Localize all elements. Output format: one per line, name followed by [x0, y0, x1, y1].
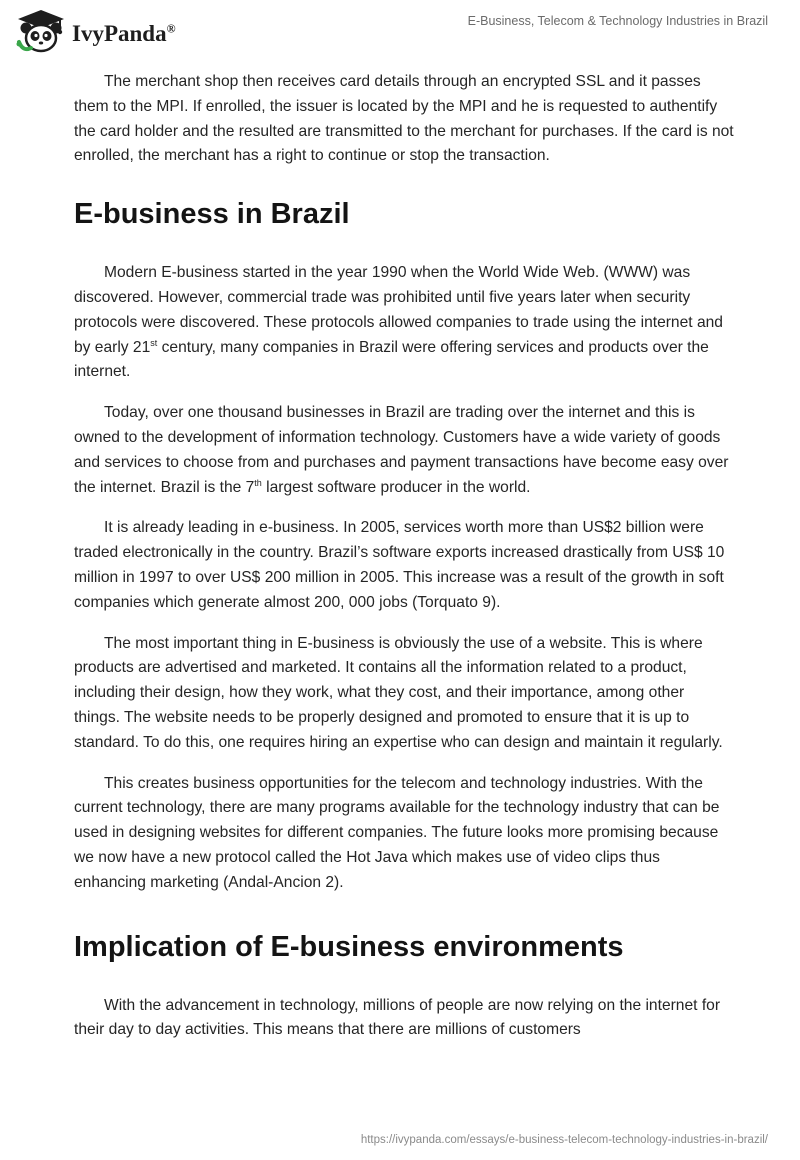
document-title: E-Business, Telecom & Technology Industries in Brazil — [467, 14, 768, 28]
paragraph: With the advancement in technology, millions of people are now relying on the internet for their day to day activities. This means that there are millions of customers — [74, 996, 721, 1039]
panda-graduate-icon — [14, 8, 68, 56]
essay-body — [74, 70, 734, 1059]
paragraph: Modern E-business started in the year 1990 when the World Wide Web. (WWW) was discovered. However, commercial trade was prohibited until five years later when security protocols were discovered. These protocols allowed companies to trade using the internet and by early 21st century, many companies in Brazil were offering services and products over the internet. — [74, 264, 723, 381]
ivypanda-logo[interactable] — [14, 8, 176, 56]
section-heading-implication: Implication of E-business environments — [74, 930, 624, 963]
paragraph: This creates business opportunities for the telecom and technology industries. With the current technology, there are many programs available for the technology industry that can be used in designing websites for different companies. The future looks more promising because we now have a new protocol called the Hot Java which makes use of video clips thus enhancing marketing (Andal-Ancion 2). — [74, 774, 720, 891]
brand-name: IvyPanda® — [72, 21, 176, 46]
source-url[interactable]: https://ivypanda.com/essays/e-business-telecom-technology-industries-in-brazil/ — [360, 1134, 768, 1146]
page-header — [0, 0, 800, 64]
paragraph: The most important thing in E-business is obviously the use of a website. This is where products are advertised and marketed. It contains all the information related to a product, including their design, how they work, what they cost, and their importance, among other things. The website needs to be properly designed and promoted to ensure that it is up to standard. To do this, one requires hiring an expertise who can design and maintain it regularly. — [74, 634, 723, 751]
section-heading-ebusiness-brazil: E-business in Brazil — [74, 198, 350, 231]
paragraph: The merchant shop then receives card details through an encrypted SSL and it passes them to the MPI. If enrolled, the issuer is located by the MPI and he is requested to authentify the card holder and the resulted are transmitted to the merchant for purchases. If the card is not enrolled, the merchant has a right to continue or stop the transaction. — [74, 73, 734, 165]
paragraph: Today, over one thousand businesses in Brazil are trading over the internet and this is owned to the development of information technology. Customers have a wide variety of goods and services to choose from and purchases and payment transactions have become easy over the internet. Brazil is the 7th largest software producer in the world. — [74, 404, 729, 496]
paragraph: It is already leading in e-business. In 2005, services worth more than US$2 billion were traded electronically in the country. Brazil’s software exports increased drastically from US$ 10 million in 1997 to over US$ 200 million in 2005. This increase was a result of the growth in soft companies which generate almost 200, 000 jobs (Torquato 9). — [74, 519, 725, 611]
